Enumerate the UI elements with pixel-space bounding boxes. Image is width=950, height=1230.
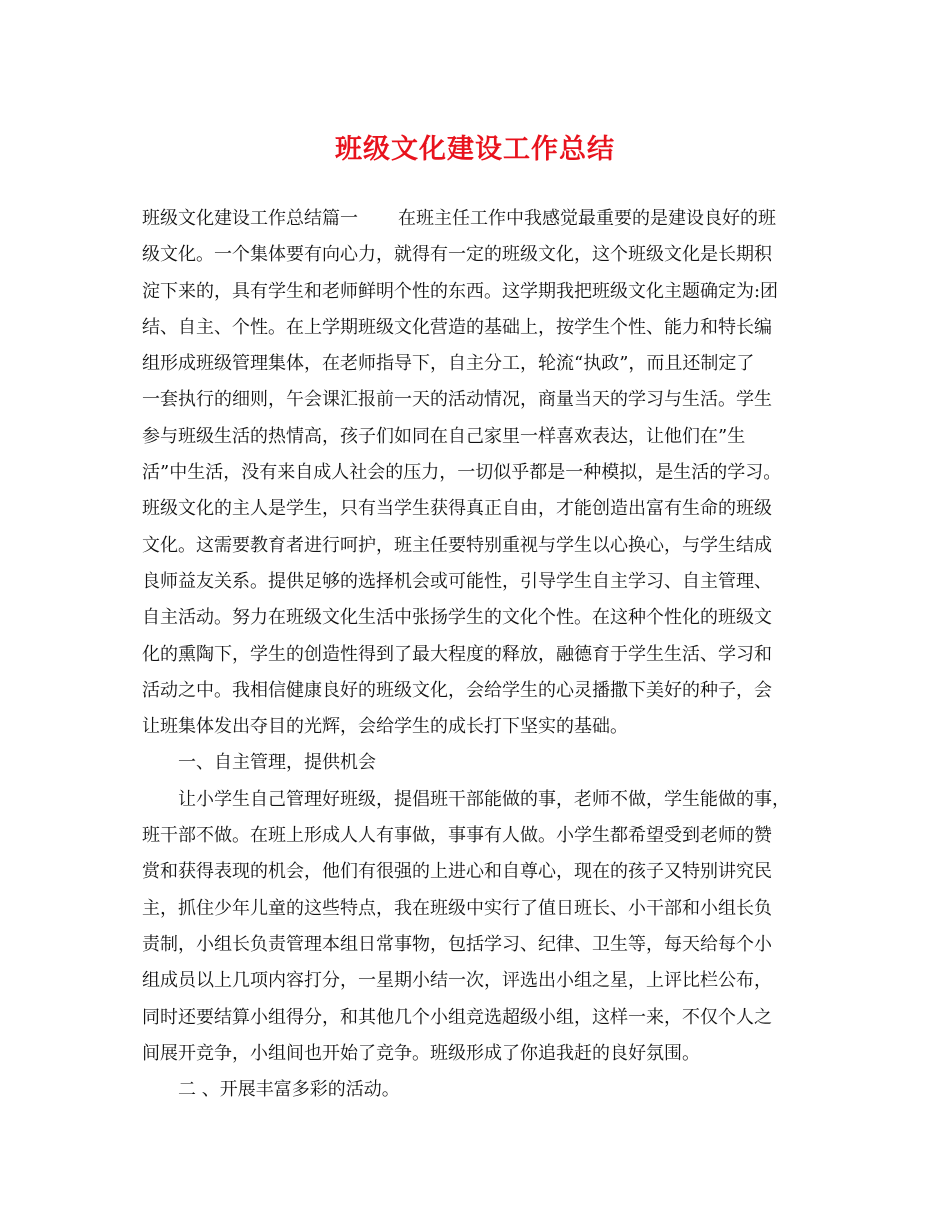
- body-line: 活”中生活，没有来自成人社会的压力，一切似乎都是一种模拟，是生活的学习。: [142, 462, 782, 484]
- body-line: 组形成班级管理集体，在老师指导下，自主分工，轮流“执政”，而且还制定了: [142, 353, 755, 375]
- body-line: 组成员以上几项内容打分，一星期小结一次，评选出小组之星，上评比栏公布，: [142, 970, 772, 992]
- body-line: 级文化。一个集体要有向心力，就得有一定的班级文化，这个班级文化是长期积: [142, 244, 772, 266]
- body-line: 自主活动。努力在班级文化生活中张扬学生的文化个性。在这种个性化的班级文: [142, 607, 772, 629]
- body-line: 间展开竞争，小组间也开始了竞争。班级形成了你追我赶的良好氛围。: [142, 1042, 700, 1064]
- body-line: 责制，小组长负责管理本组日常事物，包括学习、纪律、卫生等，每天给每个小: [142, 933, 772, 955]
- body-line: 良师益友关系。提供足够的选择机会或可能性，引导学生自主学习、自主管理、: [142, 570, 772, 592]
- body-line: 让班集体发出夺目的光辉，会给学生的成长打下坚实的基础。: [142, 716, 628, 738]
- body-line: 文化。这需要教育者进行呵护，班主任要特别重视与学生以心换心，与学生结成: [142, 534, 772, 556]
- body-line: 赏和获得表现的机会，他们有很强的上进心和自尊心，现在的孩子又特别讲究民: [142, 861, 772, 883]
- body-line-text: 在班主任工作中我感觉最重要的是建设良好的班: [398, 208, 776, 229]
- body-line: 班干部不做。在班上形成人人有事做，事事有人做。小学生都希望受到老师的赞: [142, 825, 772, 847]
- body-line: 结、自主、个性。在上学期班级文化营造的基础上，按学生个性、能力和特长编: [142, 316, 772, 338]
- body-line: 班级文化的主人是学生，只有当学生获得真正自由，才能创造出富有生命的班级: [142, 498, 772, 520]
- body-line: 同时还要结算小组得分，和其他几个小组竞选超级小组，这样一来，不仅个人之: [142, 1006, 772, 1028]
- section-heading: 一、自主管理，提供机会: [178, 752, 376, 774]
- document-body: [142, 201, 812, 1108]
- body-line: 主，抓住少年儿童的这些特点，我在班级中实行了值日班长、小干部和小组长负: [142, 897, 772, 919]
- section-heading-inline: 班级文化建设工作总结篇一: [142, 208, 358, 229]
- body-line: 一套执行的细则，午会课汇报前一天的活动情况，商量当天的学习与生活。学生: [142, 389, 772, 411]
- body-line: 活动之中。我相信健康良好的班级文化，会给学生的心灵播撒下美好的种子，会: [142, 679, 772, 701]
- document-title: 班级文化建设工作总结: [335, 134, 615, 165]
- body-line: 化的熏陶下，学生的创造性得到了最大程度的释放，融德育于学生生活、学习和: [142, 643, 772, 665]
- body-line: 参与班级生活的热情高，孩子们如同在自己家里一样喜欢表达，让他们在”生: [142, 425, 746, 447]
- body-line: [142, 201, 812, 237]
- body-line: 淀下来的，具有学生和老师鲜明个性的东西。这学期我把班级文化主题确定为:团: [142, 280, 779, 302]
- body-line: 让小学生自己管理好班级，提倡班干部能做的事，老师不做，学生能做的事，: [178, 788, 790, 810]
- section-heading: 二 、开展丰富多彩的活动。: [178, 1079, 400, 1101]
